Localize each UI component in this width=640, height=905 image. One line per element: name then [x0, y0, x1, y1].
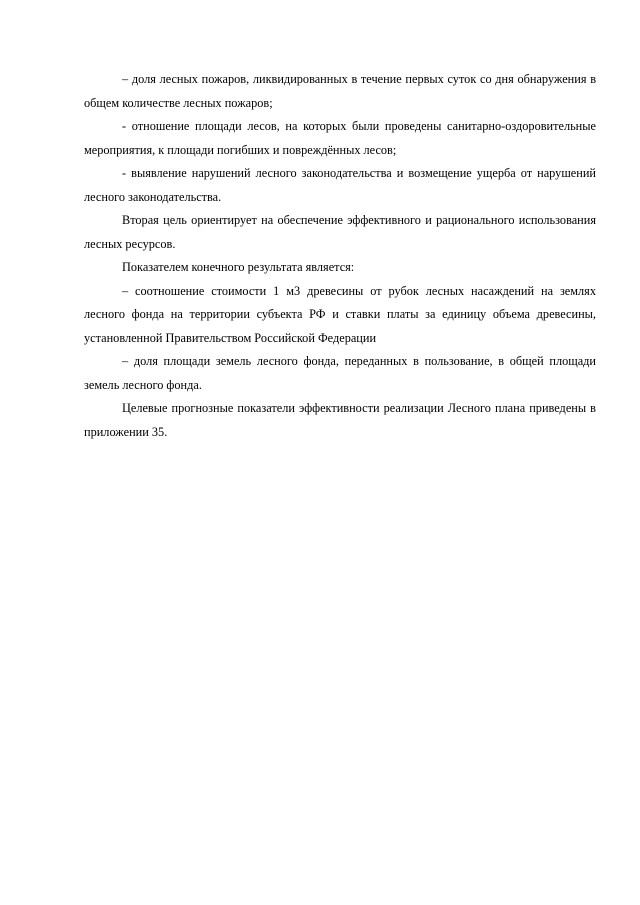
paragraph-fire-share: – доля лесных пожаров, ликвидированных в течение первых суток со дня обнаружения в общем количестве лесных пожаров;: [84, 72, 596, 110]
paragraph-target-indicators: Целевые прогнозные показатели эффективности реализации Лесного плана приведены в приложении 35.: [84, 401, 596, 439]
paragraph-violations: - выявление нарушений лесного законодательства и возмещение ущерба от нарушений лесного законодательства.: [84, 166, 596, 204]
paragraph-result-indicator: Показателем конечного результата является:: [122, 260, 355, 274]
paragraph-sanitary-ratio: - отношение площади лесов, на которых были проведены санитарно-оздоровительные мероприятия, к площади погибших и повреждённых лесов;: [84, 119, 596, 157]
paragraph-second-goal: Вторая цель ориентирует на обеспечение эффективного и рационального использования лесных ресурсов.: [84, 213, 596, 251]
document-page: [84, 68, 596, 444]
paragraph-timber-cost-ratio: – соотношение стоимости 1 м3 древесины от рубок лесных насаждений на землях лесного фонда на территории субъекта РФ и ставки платы за единицу объема древесины, установленной Правительством Российской Федерации: [84, 283, 596, 345]
paragraph-area-share: – доля площади земель лесного фонда, переданных в пользование, в общей площади земель лесного фонда.: [84, 354, 596, 392]
